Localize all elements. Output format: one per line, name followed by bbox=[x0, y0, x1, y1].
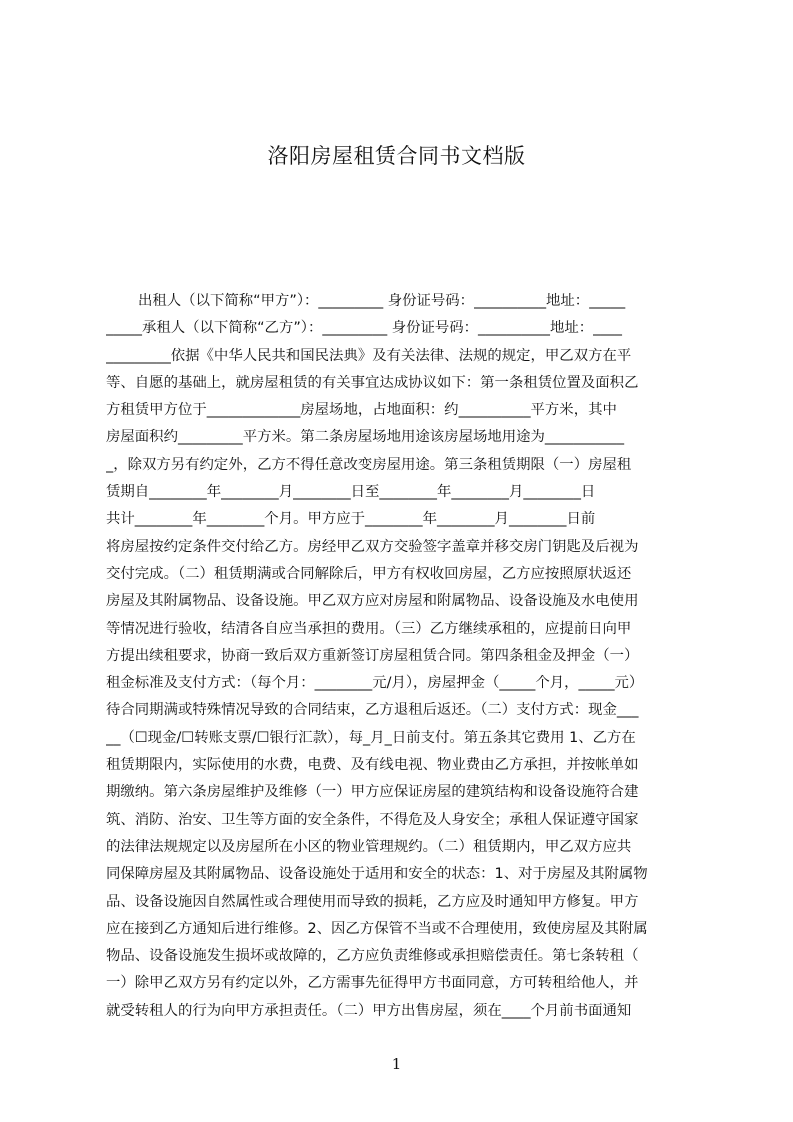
body-line: 筑、消防、治安、卫生等方面的安全条件，不得危及人身安全；承租人保证遵守国家 bbox=[106, 811, 639, 828]
body-line: 就受转租人的行为向甲方承担责任。（二）甲方出售房屋，须在____个月前书面通知 bbox=[106, 1002, 632, 1019]
body-line: 待合同期满或特殊情况导致的合同结束，乙方退租后返还。（二）支付方式：现金___ bbox=[106, 702, 639, 719]
body-line: 将房屋按约定条件交付给乙方。房经甲乙双方交验签字盖章并移交房门钥匙及后视为 bbox=[106, 538, 639, 555]
body-line: _________依据《中华人民共和国民法典》及有关法律、法规的规定，甲乙双方在平 bbox=[106, 347, 632, 364]
body-line: 方租赁甲方位于_____________房屋场地，占地面积：约__________平方米，其中 bbox=[106, 402, 617, 419]
body-line: 共计________年________个月。甲方应于________年________月________日前 bbox=[106, 511, 596, 528]
body-line: _，除双方另有约定外，乙方不得任意改变房屋用途。第三条租赁期限（一）房屋租 bbox=[106, 456, 632, 473]
body-line: 房屋及其附属物品、设备设施。甲乙双方应对房屋和附属物品、设备设施及水电使用 bbox=[106, 593, 639, 610]
body-line: 一）除甲乙双方另有约定以外，乙方需事先征得甲方书面同意，方可转租给他人，并 bbox=[106, 975, 639, 992]
body-line: 租赁期限内，实际使用的水费，电费、及有线电视、物业费由乙方承担，并按帐单如 bbox=[106, 757, 639, 774]
body-line: __（☐现金/☐转账支票/☐银行汇款），每_月_日前支付。第五条其它费用 1、乙方在 bbox=[106, 729, 636, 746]
body-line: _____承租人（以下简称“乙方”）：_________ 身份证号码：__________地址：____ bbox=[106, 320, 622, 337]
body-line: 物品、设备设施发生损坏或故障的，乙方应负责维修或承担赔偿责任。第七条转租（ bbox=[106, 948, 639, 965]
body-line: 赁期自________年________月________日至________年________月________日 bbox=[106, 484, 596, 501]
body-line: 方提出续租要求，协商一致后双方重新签订房屋租赁合同。第四条租金及押金（一） bbox=[106, 647, 639, 664]
body-line: 同保障房屋及其附属物品、设备设施处于适用和安全的状态：1、对于房屋及其附属物 bbox=[106, 866, 648, 883]
document-title: 洛阳房屋租赁合同书文档版 bbox=[267, 144, 526, 168]
body-line: 租金标准及支付方式：（每个月：________元/月），房屋押金（_____个月，_____元） bbox=[106, 675, 644, 692]
body-line: 出租人（以下简称“甲方”）：_________ 身份证号码：__________地址：_____ bbox=[138, 293, 626, 309]
body-line: 品、设备设施因自然属性或合理使用而导致的损耗，乙方应及时通知甲方修复。甲方 bbox=[106, 893, 639, 910]
body-line: 的法律法规规定以及房屋所在小区的物业管理规约。（二）租赁期内，甲乙双方应共 bbox=[106, 838, 632, 855]
page-number: 1 bbox=[391, 1055, 402, 1073]
contract-body bbox=[106, 288, 700, 1025]
body-line: 等、自愿的基础上，就房屋租赁的有关事宜达成协议如下：第一条租赁位置及面积乙 bbox=[106, 374, 639, 391]
body-line: 期缴纳。第六条房屋维护及维修（一）甲方应保证房屋的建筑结构和设备设施符合建 bbox=[106, 784, 639, 801]
body-line: 房屋面积约_________平方米。第二条房屋场地用途该房屋场地用途为___________ bbox=[106, 429, 625, 446]
body-line: 等情况进行验收，结清各自应当承担的费用。（三）乙方继续承租的，应提前日向甲 bbox=[106, 620, 632, 637]
body-line: 交付完成。（二）租赁期满或合同解除后，甲方有权收回房屋，乙方应按照原状返还 bbox=[106, 565, 632, 582]
body-line: 应在接到乙方通知后进行维修。2、因乙方保管不当或不合理使用，致使房屋及其附属 bbox=[106, 920, 648, 937]
